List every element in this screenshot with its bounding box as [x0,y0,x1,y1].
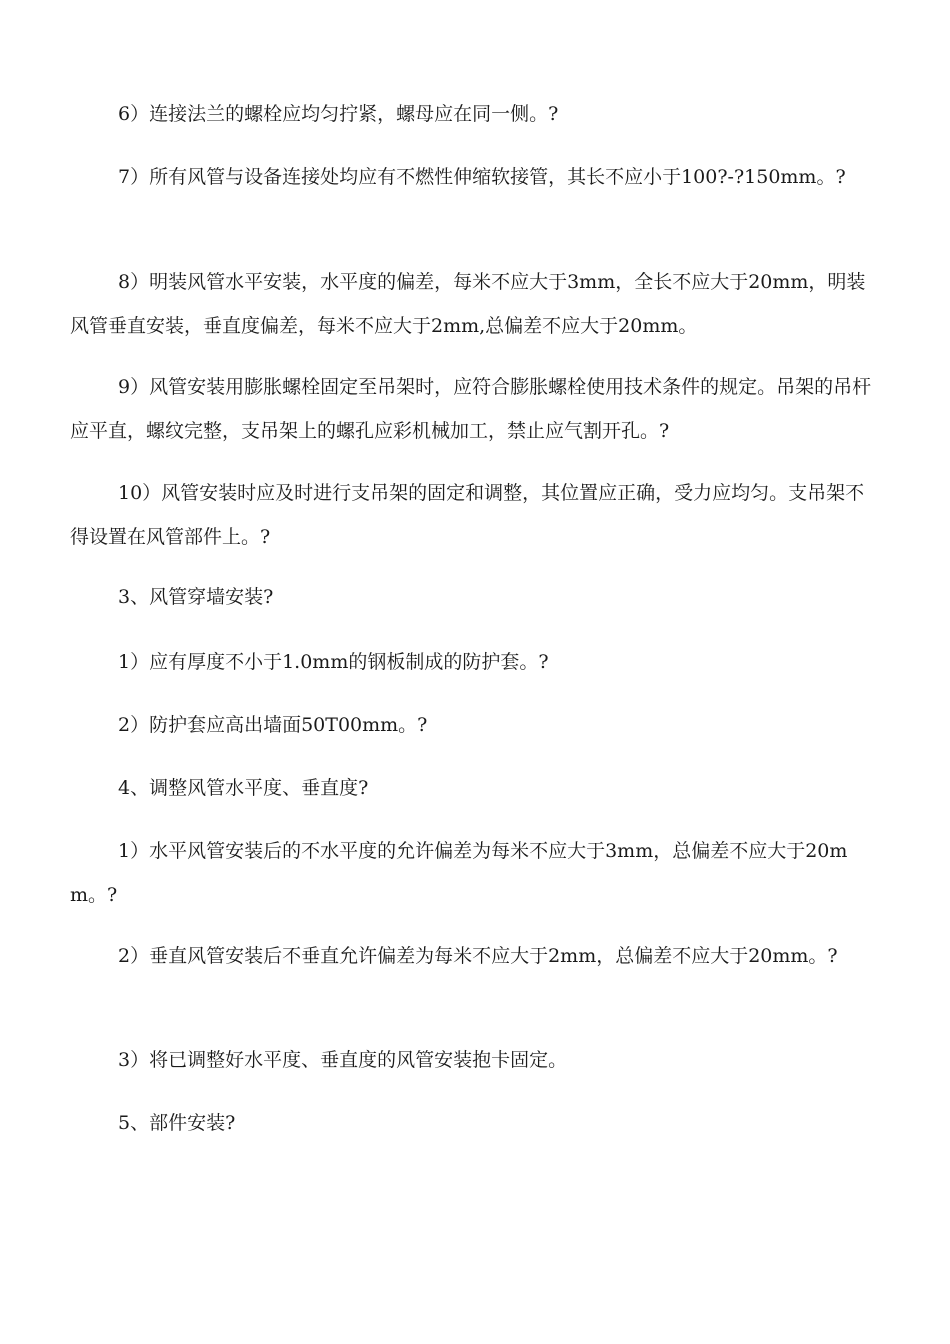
section-heading-wall-installation: 3、风管穿墙安装? [118,586,274,608]
paragraph-sub-2-vertical: 2）垂直风管安装后不垂直允许偏差为每米不应大于2mm，总偏差不应大于20mm。? [118,945,838,967]
section-heading-adjust-level: 4、调整风管水平度、垂直度? [118,777,369,799]
paragraph-sub-3-clamp: 3）将已调整好水平度、垂直度的风管安装抱卡固定。 [118,1049,568,1071]
paragraph-sub-1-horizontal: 1）水平风管安装后的不水平度的允许偏差为每米不应大于3mm，总偏差不应大于20mm。? [70,840,848,906]
paragraph-item-7: 7）所有风管与设备连接处均应有不燃性伸缩软接管，其长不应小于100?-?150mm。? [118,166,846,188]
paragraph-item-6: 6）连接法兰的螺栓应均匀拧紧，螺母应在同一侧。? [118,103,559,125]
paragraph-item-9: 9）风管安装用膨胀螺栓固定至吊架时，应符合膨胀螺栓使用技术条件的规定。吊架的吊杆应平直，螺纹完整，支吊架上的螺孔应彩机械加工，禁止应气割开孔。? [70,376,872,442]
paragraph-sub-2-sleeve-height: 2）防护套应高出墙面50T00mm。? [118,714,428,736]
section-heading-component-installation: 5、部件安装? [118,1112,236,1134]
paragraph-sub-1-protective-sleeve: 1）应有厚度不小于1.0mm的钢板制成的防护套。? [118,651,549,673]
paragraph-item-8: 8）明装风管水平安装，水平度的偏差，每米不应大于3mm，全长不应大于20mm，明装风管垂直安装，垂直度偏差，每米不应大于2mm,总偏差不应大于20mm。 [70,271,866,337]
paragraph-item-10: 10）风管安装时应及时进行支吊架的固定和调整，其位置应正确，受力应均匀。支吊架不得设置在风管部件上。? [70,482,865,548]
